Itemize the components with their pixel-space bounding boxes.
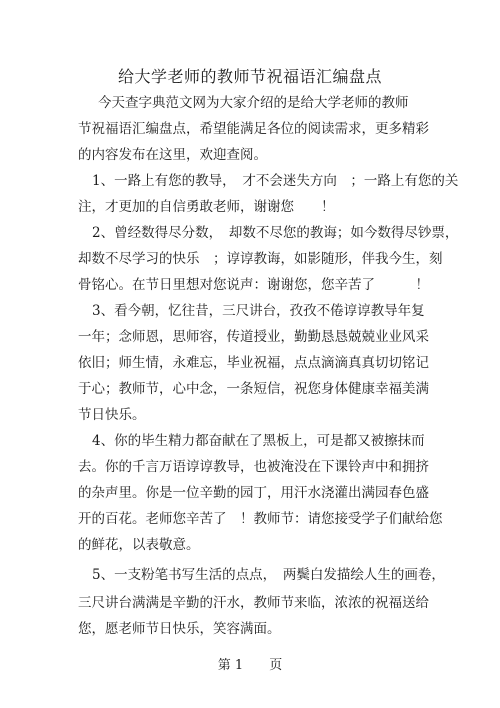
document-title: 给大学老师的教师节祝福语汇编盘点	[117, 67, 382, 86]
paragraph-line: 的内容发布在这里，欢迎查阅。	[78, 147, 267, 163]
paragraph-line: 今天查字典范文网为大家介绍的是给大学老师的教师	[98, 95, 409, 111]
page-number: 第 1 页	[217, 658, 283, 673]
paragraph-line: 4、你的毕生精力都奋献在了黑板上，可是都又被擦抹而	[92, 433, 425, 449]
paragraph-line: 您，愿老师节日快乐，笑容满面。	[78, 621, 281, 637]
paragraph-line: 一年；念师恩，思师容，传道授业，勤勤恳恳兢兢业业风采	[78, 329, 429, 345]
paragraph-line: 骨铭心。在节日里想对您说声：谢谢您，您辛苦了 ！	[78, 277, 429, 293]
paragraph-line: 的鲜花，以表敬意。	[78, 537, 200, 553]
paragraph-line: 却数不尽学习的快乐 ；谆谆教诲，如影随形，伴我今生，刻	[78, 251, 443, 267]
paragraph-line: 依旧；师生情，永难忘，毕业祝福，点点滴滴真真切切铭记	[78, 355, 429, 371]
paragraph-line: 去。你的千言万语谆谆教导，也被淹没在下课铃声中和拥挤	[78, 459, 429, 475]
paragraph-line: 于心；教师节，心中念，一条短信，祝您身体健康幸福美满	[78, 381, 429, 397]
paragraph-line: 2、曾经数得尽分数， 却数不尽您的教诲；如今数得尽钞票，	[92, 225, 459, 241]
paragraph-line: 节祝福语汇编盘点，希望能满足各位的阅读需求，更多精彩	[78, 121, 429, 137]
paragraph-line: 注，才更加的自信勇敢老师，谢谢您 ！	[78, 199, 335, 215]
paragraph-line: 节日快乐。	[78, 407, 146, 423]
paragraph-line: 1、一路上有您的教导， 才不会迷失方向 ；一路上有您的关	[92, 173, 459, 189]
paragraph-line: 开的百花。老师您辛苦了 ！教师节：请您接受学子们献给您	[78, 511, 443, 527]
paragraph-line: 3、看今朝，忆往昔，三尺讲台，孜孜不倦谆谆教导年复	[92, 303, 425, 319]
paragraph-line: 5、一支粉笔书写生活的点点， 两鬓白发描绘人生的画卷，	[92, 567, 445, 583]
paragraph-line: 三尺讲台满满是辛勤的汗水，教师节来临，浓浓的祝福送给	[78, 595, 429, 611]
paragraph-line: 的杂声里。你是一位辛勤的园丁，用汗水浇灌出满园春色盛	[78, 485, 429, 501]
